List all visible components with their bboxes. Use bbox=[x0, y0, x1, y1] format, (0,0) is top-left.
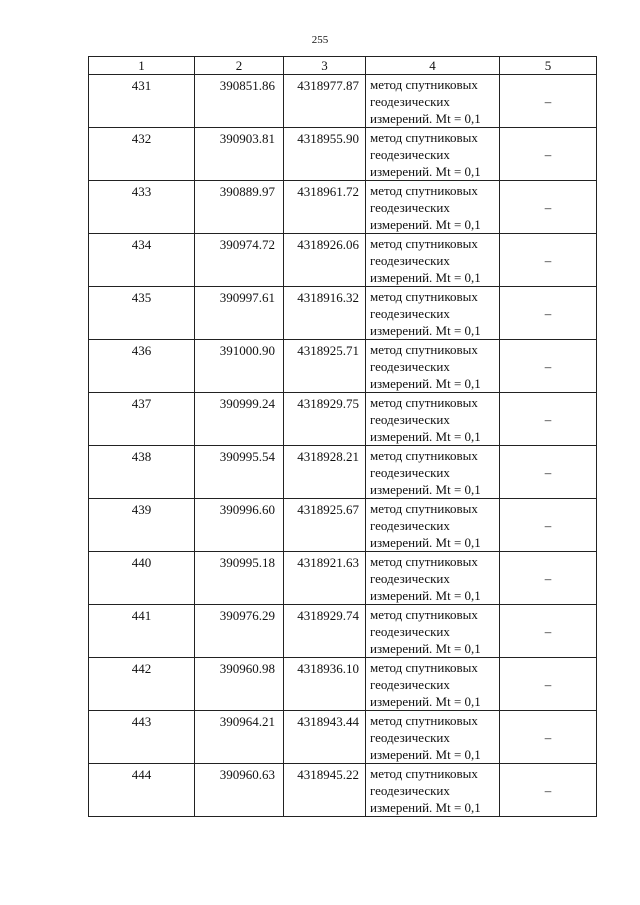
method-text-line: измерений. Mt = 0,1 bbox=[370, 694, 481, 709]
x-coordinate-cell: 390996.60 bbox=[195, 499, 284, 552]
method-text-line: геодезических bbox=[370, 253, 450, 268]
method-text-line: метод спутниковых bbox=[370, 183, 478, 198]
description-cell: – bbox=[500, 181, 597, 234]
point-number-cell: 432 bbox=[89, 128, 195, 181]
table-row bbox=[89, 287, 597, 340]
method-cell bbox=[366, 75, 500, 128]
description-cell: – bbox=[500, 446, 597, 499]
method-text-line: измерений. Mt = 0,1 bbox=[370, 323, 481, 338]
x-coordinate-cell: 390889.97 bbox=[195, 181, 284, 234]
table-row bbox=[89, 658, 597, 711]
method-text-line: геодезических bbox=[370, 677, 450, 692]
method-cell bbox=[366, 287, 500, 340]
method-text-line: измерений. Mt = 0,1 bbox=[370, 429, 481, 444]
column-header: 1 bbox=[89, 57, 195, 75]
method-text-line: геодезических bbox=[370, 200, 450, 215]
method-text-line: измерений. Mt = 0,1 bbox=[370, 535, 481, 550]
column-header: 3 bbox=[284, 57, 366, 75]
description-cell: – bbox=[500, 234, 597, 287]
method-text-line: геодезических bbox=[370, 147, 450, 162]
method-text-line: метод спутниковых bbox=[370, 289, 478, 304]
method-text-line: метод спутниковых bbox=[370, 130, 478, 145]
method-cell bbox=[366, 764, 500, 817]
point-number-cell: 441 bbox=[89, 605, 195, 658]
table-header-row bbox=[89, 57, 597, 75]
x-coordinate-cell: 390999.24 bbox=[195, 393, 284, 446]
method-text-line: измерений. Mt = 0,1 bbox=[370, 482, 481, 497]
column-header: 4 bbox=[366, 57, 500, 75]
description-cell: – bbox=[500, 711, 597, 764]
x-coordinate-cell: 390976.29 bbox=[195, 605, 284, 658]
method-cell bbox=[366, 499, 500, 552]
x-coordinate-cell: 390997.61 bbox=[195, 287, 284, 340]
y-coordinate-cell: 4318943.44 bbox=[284, 711, 366, 764]
method-cell bbox=[366, 658, 500, 711]
point-number-cell: 439 bbox=[89, 499, 195, 552]
y-coordinate-cell: 4318945.22 bbox=[284, 764, 366, 817]
description-cell: – bbox=[500, 75, 597, 128]
x-coordinate-cell: 390960.63 bbox=[195, 764, 284, 817]
method-text-line: метод спутниковых bbox=[370, 766, 478, 781]
column-header: 2 bbox=[195, 57, 284, 75]
description-cell: – bbox=[500, 128, 597, 181]
method-text-line: геодезических bbox=[370, 359, 450, 374]
y-coordinate-cell: 4318925.67 bbox=[284, 499, 366, 552]
y-coordinate-cell: 4318929.75 bbox=[284, 393, 366, 446]
y-coordinate-cell: 4318955.90 bbox=[284, 128, 366, 181]
point-number-cell: 431 bbox=[89, 75, 195, 128]
point-number-cell: 442 bbox=[89, 658, 195, 711]
method-text-line: геодезических bbox=[370, 730, 450, 745]
y-coordinate-cell: 4318921.63 bbox=[284, 552, 366, 605]
x-coordinate-cell: 390974.72 bbox=[195, 234, 284, 287]
method-text-line: метод спутниковых bbox=[370, 395, 478, 410]
y-coordinate-cell: 4318925.71 bbox=[284, 340, 366, 393]
x-coordinate-cell: 390964.21 bbox=[195, 711, 284, 764]
method-cell bbox=[366, 234, 500, 287]
method-text-line: геодезических bbox=[370, 412, 450, 427]
description-cell: – bbox=[500, 340, 597, 393]
method-text-line: метод спутниковых bbox=[370, 713, 478, 728]
x-coordinate-cell: 390960.98 bbox=[195, 658, 284, 711]
method-text-line: метод спутниковых bbox=[370, 448, 478, 463]
point-number-cell: 443 bbox=[89, 711, 195, 764]
method-text-line: метод спутниковых bbox=[370, 236, 478, 251]
method-text-line: метод спутниковых bbox=[370, 501, 478, 516]
method-cell bbox=[366, 711, 500, 764]
method-text-line: метод спутниковых bbox=[370, 554, 478, 569]
x-coordinate-cell: 390851.86 bbox=[195, 75, 284, 128]
point-number-cell: 433 bbox=[89, 181, 195, 234]
column-header: 5 bbox=[500, 57, 597, 75]
method-cell bbox=[366, 446, 500, 499]
method-text-line: измерений. Mt = 0,1 bbox=[370, 111, 481, 126]
method-text-line: геодезических bbox=[370, 306, 450, 321]
table-row bbox=[89, 128, 597, 181]
method-text-line: метод спутниковых bbox=[370, 607, 478, 622]
point-number-cell: 435 bbox=[89, 287, 195, 340]
table-row bbox=[89, 234, 597, 287]
table-row bbox=[89, 181, 597, 234]
point-number-cell: 440 bbox=[89, 552, 195, 605]
table-row bbox=[89, 499, 597, 552]
method-text-line: измерений. Mt = 0,1 bbox=[370, 376, 481, 391]
method-text-line: геодезических bbox=[370, 465, 450, 480]
table-row bbox=[89, 446, 597, 499]
y-coordinate-cell: 4318926.06 bbox=[284, 234, 366, 287]
method-text-line: измерений. Mt = 0,1 bbox=[370, 800, 481, 815]
coordinates-table bbox=[88, 56, 597, 817]
table-row bbox=[89, 75, 597, 128]
point-number-cell: 437 bbox=[89, 393, 195, 446]
point-number-cell: 436 bbox=[89, 340, 195, 393]
method-text-line: геодезических bbox=[370, 518, 450, 533]
description-cell: – bbox=[500, 658, 597, 711]
x-coordinate-cell: 391000.90 bbox=[195, 340, 284, 393]
y-coordinate-cell: 4318928.21 bbox=[284, 446, 366, 499]
description-cell: – bbox=[500, 393, 597, 446]
point-number-cell: 444 bbox=[89, 764, 195, 817]
method-text-line: метод спутниковых bbox=[370, 342, 478, 357]
description-cell: – bbox=[500, 764, 597, 817]
table-row bbox=[89, 764, 597, 817]
method-text-line: геодезических bbox=[370, 94, 450, 109]
table-body bbox=[89, 75, 597, 817]
table-row bbox=[89, 393, 597, 446]
method-cell bbox=[366, 552, 500, 605]
method-cell bbox=[366, 605, 500, 658]
page-number: 255 bbox=[311, 34, 329, 46]
method-text-line: метод спутниковых bbox=[370, 660, 478, 675]
method-cell bbox=[366, 393, 500, 446]
x-coordinate-cell: 390903.81 bbox=[195, 128, 284, 181]
y-coordinate-cell: 4318977.87 bbox=[284, 75, 366, 128]
x-coordinate-cell: 390995.54 bbox=[195, 446, 284, 499]
x-coordinate-cell: 390995.18 bbox=[195, 552, 284, 605]
method-text-line: измерений. Mt = 0,1 bbox=[370, 588, 481, 603]
method-cell bbox=[366, 340, 500, 393]
table-row bbox=[89, 605, 597, 658]
method-text-line: измерений. Mt = 0,1 bbox=[370, 747, 481, 762]
point-number-cell: 434 bbox=[89, 234, 195, 287]
table-row bbox=[89, 711, 597, 764]
method-text-line: измерений. Mt = 0,1 bbox=[370, 217, 481, 232]
method-cell bbox=[366, 181, 500, 234]
description-cell: – bbox=[500, 287, 597, 340]
method-text-line: геодезических bbox=[370, 571, 450, 586]
table-row bbox=[89, 552, 597, 605]
method-text-line: измерений. Mt = 0,1 bbox=[370, 164, 481, 179]
method-text-line: геодезических bbox=[370, 624, 450, 639]
method-text-line: геодезических bbox=[370, 783, 450, 798]
description-cell: – bbox=[500, 605, 597, 658]
y-coordinate-cell: 4318929.74 bbox=[284, 605, 366, 658]
description-cell: – bbox=[500, 499, 597, 552]
method-cell bbox=[366, 128, 500, 181]
method-text-line: измерений. Mt = 0,1 bbox=[370, 270, 481, 285]
point-number-cell: 438 bbox=[89, 446, 195, 499]
table-row bbox=[89, 340, 597, 393]
method-text-line: метод спутниковых bbox=[370, 77, 478, 92]
method-text-line: измерений. Mt = 0,1 bbox=[370, 641, 481, 656]
description-cell: – bbox=[500, 552, 597, 605]
y-coordinate-cell: 4318936.10 bbox=[284, 658, 366, 711]
y-coordinate-cell: 4318916.32 bbox=[284, 287, 366, 340]
y-coordinate-cell: 4318961.72 bbox=[284, 181, 366, 234]
